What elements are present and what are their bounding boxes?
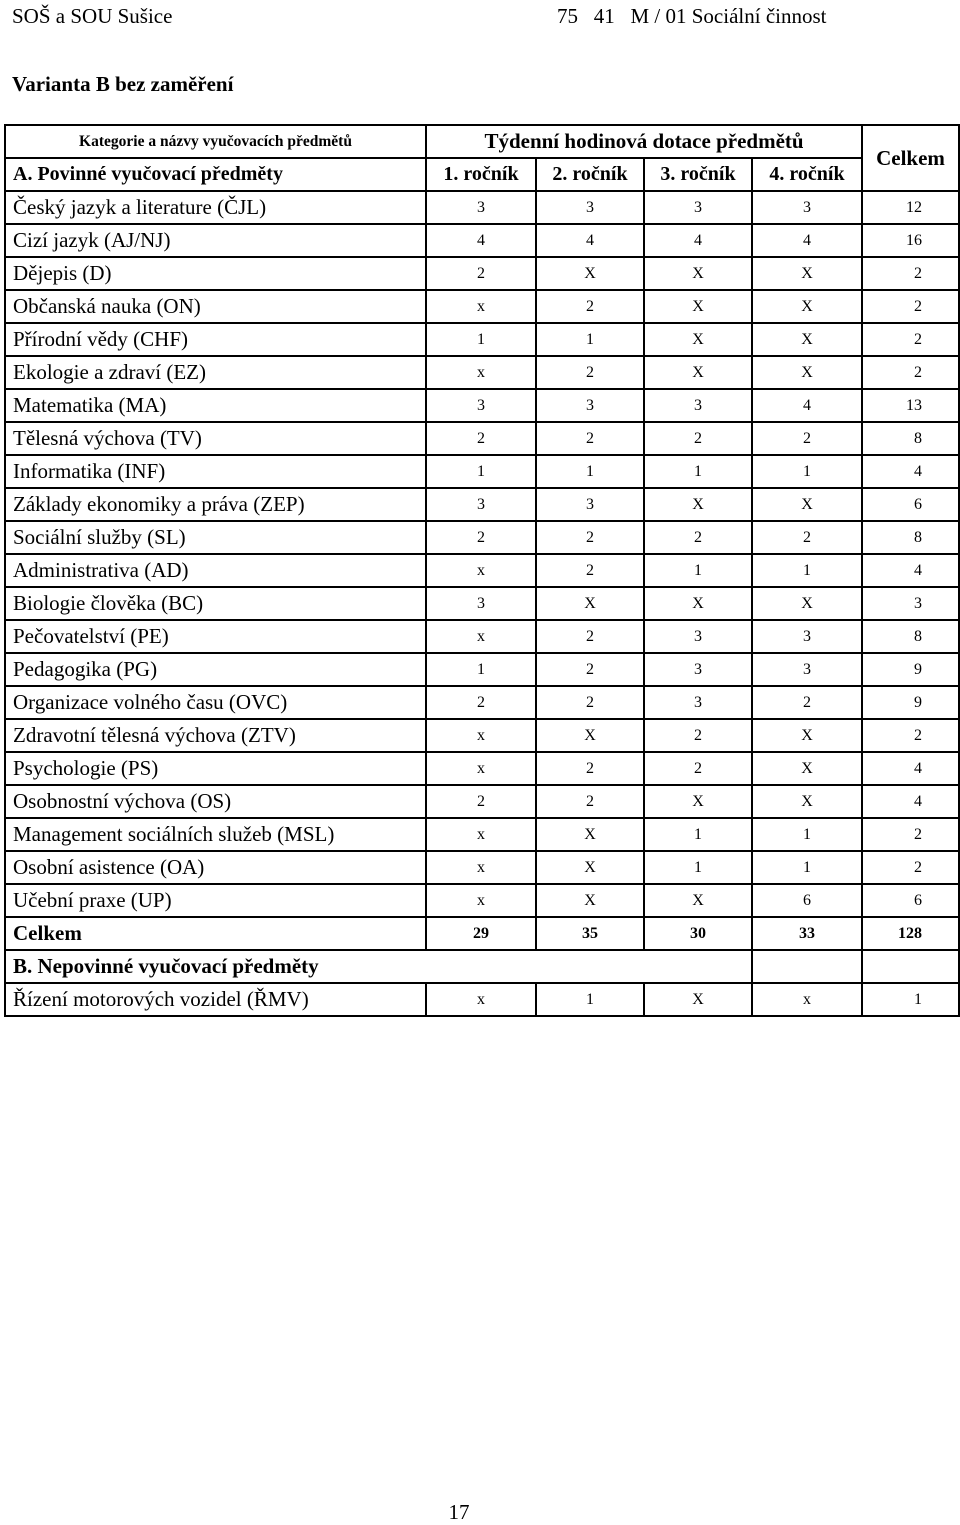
subject-name: Pečovatelství (PE)	[5, 620, 426, 653]
hours-year-2: X	[536, 884, 644, 917]
subject-name: Základy ekonomiky a práva (ZEP)	[5, 488, 426, 521]
subject-row	[5, 653, 959, 686]
header-row-1	[5, 125, 959, 158]
hours-year-4: 1	[752, 818, 862, 851]
subject-name: Administrativa (AD)	[5, 554, 426, 587]
subject-row	[5, 191, 959, 224]
year-3-header: 3. ročník	[644, 158, 752, 191]
hours-total: 2	[862, 323, 959, 356]
hours-year-2: 35	[536, 917, 644, 950]
hours-year-4: 33	[752, 917, 862, 950]
hours-year-1: 3	[426, 389, 536, 422]
hours-year-2: 2	[536, 290, 644, 323]
hours-year-1: 2	[426, 686, 536, 719]
hours-year-3: X	[644, 587, 752, 620]
hours-total: 2	[862, 257, 959, 290]
year-2-header: 2. ročník	[536, 158, 644, 191]
hours-year-2: 3	[536, 191, 644, 224]
hours-year-3: 1	[644, 455, 752, 488]
hours-year-1: 2	[426, 257, 536, 290]
hours-year-2: X	[536, 851, 644, 884]
hours-year-2: 2	[536, 554, 644, 587]
hours-total: 2	[862, 290, 959, 323]
program-code: 75 41 M / 01 Sociální činnost	[557, 4, 827, 28]
subject-row	[5, 686, 959, 719]
hours-year-1: x	[426, 884, 536, 917]
subject-name: Management sociálních služeb (MSL)	[5, 818, 426, 851]
subject-name: Biologie člověka (BC)	[5, 587, 426, 620]
hours-year-2: X	[536, 257, 644, 290]
hours-year-2: 2	[536, 620, 644, 653]
hours-year-3: 2	[644, 521, 752, 554]
hours-year-3: 1	[644, 818, 752, 851]
subject-name: Organizace volného času (OVC)	[5, 686, 426, 719]
total-header: Celkem	[862, 125, 959, 191]
hours-total: 4	[862, 455, 959, 488]
hours-year-4: 1	[752, 554, 862, 587]
subject-row	[5, 323, 959, 356]
hours-total: 12	[862, 191, 959, 224]
hours-year-4: 2	[752, 521, 862, 554]
hours-year-3: 3	[644, 686, 752, 719]
hours-year-2: X	[536, 587, 644, 620]
hours-year-3: X	[644, 323, 752, 356]
hours-year-4: 4	[752, 224, 862, 257]
subject-name: Učební praxe (UP)	[5, 884, 426, 917]
hours-year-1: 3	[426, 587, 536, 620]
school-name: SOŠ a SOU Sušice	[12, 4, 173, 28]
hours-year-3: X	[644, 488, 752, 521]
hours-total: 9	[862, 653, 959, 686]
hours-year-3: X	[644, 257, 752, 290]
hours-year-1: x	[426, 851, 536, 884]
subject-row	[5, 719, 959, 752]
hours-year-4: 1	[752, 851, 862, 884]
hours-total: 13	[862, 389, 959, 422]
header-row-2	[5, 158, 959, 191]
hours-year-3: X	[644, 983, 752, 1016]
subject-row	[5, 356, 959, 389]
hours-year-3: 1	[644, 851, 752, 884]
hours-year-4: 2	[752, 686, 862, 719]
hours-year-3: 3	[644, 620, 752, 653]
hours-year-1: 29	[426, 917, 536, 950]
hours-year-1: x	[426, 290, 536, 323]
hours-year-1: x	[426, 719, 536, 752]
subject-row	[5, 455, 959, 488]
hours-year-3: X	[644, 356, 752, 389]
hours-year-3: 3	[644, 389, 752, 422]
subject-row	[5, 521, 959, 554]
subject-row	[5, 851, 959, 884]
subject-name: Zdravotní tělesná výchova (ZTV)	[5, 719, 426, 752]
subject-row	[5, 752, 959, 785]
hours-year-4: X	[752, 257, 862, 290]
curriculum-table-body	[5, 125, 959, 1016]
category-header: Kategorie a názvy vyučovacích předmětů	[5, 125, 426, 158]
subject-name: Psychologie (PS)	[5, 752, 426, 785]
subject-name: Tělesná výchova (TV)	[5, 422, 426, 455]
year-1-header: 1. ročník	[426, 158, 536, 191]
hours-year-4: X	[752, 356, 862, 389]
subject-name: Osobnostní výchova (OS)	[5, 785, 426, 818]
page-number: 17	[448, 1500, 470, 1524]
hours-total: 8	[862, 422, 959, 455]
hours-year-2: 2	[536, 752, 644, 785]
hours-total: 8	[862, 521, 959, 554]
hours-total: 4	[862, 785, 959, 818]
weekly-hours-header: Týdenní hodinová dotace předmětů	[426, 125, 862, 158]
hours-year-1: 1	[426, 323, 536, 356]
hours-year-4: X	[752, 488, 862, 521]
subject-row	[5, 290, 959, 323]
hours-year-2: 1	[536, 983, 644, 1016]
subject-row	[5, 818, 959, 851]
subject-name: Český jazyk a literature (ČJL)	[5, 191, 426, 224]
hours-year-4: 1	[752, 455, 862, 488]
empty-cell	[862, 950, 959, 983]
hours-total: 2	[862, 851, 959, 884]
hours-total: 8	[862, 620, 959, 653]
hours-year-4: X	[752, 752, 862, 785]
subject-row	[5, 488, 959, 521]
hours-year-2: 2	[536, 422, 644, 455]
hours-total: 4	[862, 554, 959, 587]
hours-year-3: 4	[644, 224, 752, 257]
hours-year-4: X	[752, 290, 862, 323]
subject-row	[5, 785, 959, 818]
hours-total: 128	[862, 917, 959, 950]
hours-year-4: X	[752, 587, 862, 620]
hours-year-3: 2	[644, 719, 752, 752]
hours-year-1: x	[426, 554, 536, 587]
hours-year-1: x	[426, 620, 536, 653]
hours-year-4: 3	[752, 620, 862, 653]
variant-title: Varianta B bez zaměření	[12, 72, 234, 96]
hours-total: 9	[862, 686, 959, 719]
subject-row	[5, 224, 959, 257]
hours-year-3: 2	[644, 422, 752, 455]
hours-year-1: 1	[426, 455, 536, 488]
hours-year-4: 3	[752, 653, 862, 686]
hours-total: 1	[862, 983, 959, 1016]
hours-year-4: X	[752, 785, 862, 818]
hours-year-2: 2	[536, 356, 644, 389]
subject-name: Cizí jazyk (AJ/NJ)	[5, 224, 426, 257]
subject-row	[5, 587, 959, 620]
hours-year-4: X	[752, 719, 862, 752]
hours-year-3: X	[644, 290, 752, 323]
hours-year-2: 4	[536, 224, 644, 257]
hours-year-2: 1	[536, 455, 644, 488]
subject-row	[5, 389, 959, 422]
hours-year-3: 30	[644, 917, 752, 950]
hours-year-2: X	[536, 818, 644, 851]
hours-year-2: X	[536, 719, 644, 752]
subject-row	[5, 422, 959, 455]
hours-year-1: x	[426, 818, 536, 851]
hours-total: 6	[862, 884, 959, 917]
section-b-header: B. Nepovinné vyučovací předměty	[5, 950, 752, 983]
subject-name: Přírodní vědy (CHF)	[5, 323, 426, 356]
total-row	[5, 917, 959, 950]
subject-row	[5, 884, 959, 917]
hours-year-4: x	[752, 983, 862, 1016]
hours-total: 16	[862, 224, 959, 257]
hours-total: 6	[862, 488, 959, 521]
hours-total: 2	[862, 818, 959, 851]
hours-year-3: 2	[644, 752, 752, 785]
hours-year-3: X	[644, 884, 752, 917]
hours-year-1: 1	[426, 653, 536, 686]
curriculum-table	[4, 124, 960, 1017]
hours-year-1: x	[426, 983, 536, 1016]
subject-row	[5, 620, 959, 653]
subject-name: Občanská nauka (ON)	[5, 290, 426, 323]
hours-year-2: 2	[536, 653, 644, 686]
hours-year-4: X	[752, 323, 862, 356]
subject-name: Dějepis (D)	[5, 257, 426, 290]
year-4-header: 4. ročník	[752, 158, 862, 191]
subject-name: Ekologie a zdraví (EZ)	[5, 356, 426, 389]
hours-year-4: 4	[752, 389, 862, 422]
hours-year-2: 3	[536, 389, 644, 422]
hours-year-2: 3	[536, 488, 644, 521]
section-b-row	[5, 950, 959, 983]
hours-total: 2	[862, 719, 959, 752]
subject-name: Osobní asistence (OA)	[5, 851, 426, 884]
hours-year-3: 3	[644, 653, 752, 686]
subject-name: Matematika (MA)	[5, 389, 426, 422]
hours-year-1: 2	[426, 785, 536, 818]
hours-year-2: 1	[536, 323, 644, 356]
hours-year-1: 4	[426, 224, 536, 257]
hours-year-3: X	[644, 785, 752, 818]
subject-name: Informatika (INF)	[5, 455, 426, 488]
hours-year-3: 3	[644, 191, 752, 224]
subject-name: Celkem	[5, 917, 426, 950]
hours-year-1: 2	[426, 521, 536, 554]
hours-year-4: 6	[752, 884, 862, 917]
hours-year-4: 2	[752, 422, 862, 455]
hours-year-3: 1	[644, 554, 752, 587]
hours-year-1: x	[426, 356, 536, 389]
hours-year-1: 3	[426, 191, 536, 224]
subject-name: Sociální služby (SL)	[5, 521, 426, 554]
subject-row	[5, 257, 959, 290]
subject-row	[5, 554, 959, 587]
hours-total: 2	[862, 356, 959, 389]
subject-name: Pedagogika (PG)	[5, 653, 426, 686]
hours-year-2: 2	[536, 686, 644, 719]
hours-total: 4	[862, 752, 959, 785]
subject-name: Řízení motorových vozidel (ŘMV)	[5, 983, 426, 1016]
section-a-header: A. Povinné vyučovací předměty	[5, 158, 426, 191]
hours-year-4: 3	[752, 191, 862, 224]
hours-year-1: x	[426, 752, 536, 785]
hours-year-2: 2	[536, 521, 644, 554]
hours-year-2: 2	[536, 785, 644, 818]
optional-subject-row	[5, 983, 959, 1016]
hours-year-1: 3	[426, 488, 536, 521]
empty-cell	[752, 950, 862, 983]
hours-total: 3	[862, 587, 959, 620]
hours-year-1: 2	[426, 422, 536, 455]
